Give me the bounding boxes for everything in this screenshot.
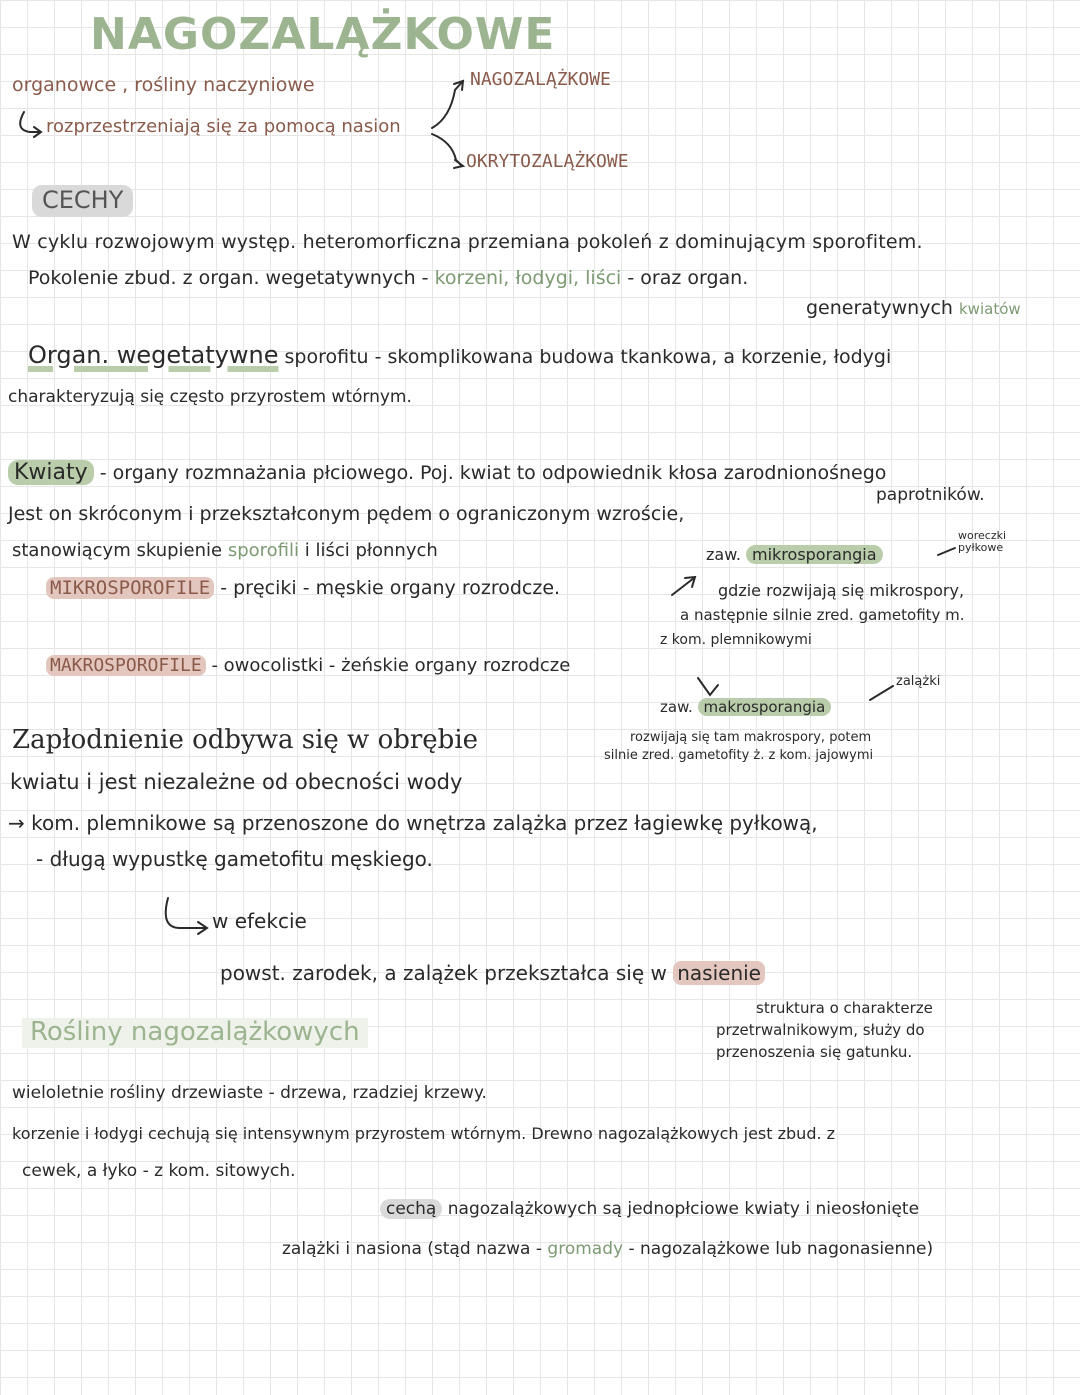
section-label-cechy: CECHY [32,185,133,217]
branch-down-arrow [432,134,462,166]
zaplodnienie-line-6 [220,962,765,985]
kwiaty-line-3c: i liści płonnych [304,540,438,561]
kwiaty-line-3a: stanowiącym skupienie [12,540,223,561]
makro-desc-2: silnie zred. gametofity ż. z kom. jajowymi [604,748,874,763]
woreczki-note: woreczki pyłkowe [958,529,1007,555]
mikro-arrow [672,578,694,595]
zaplodnienie-line-6a: powst. zarodek, a zalążek przekształca się w [220,961,667,985]
mikro-desc-2: a następnie silnie zred. gametofity m. [680,606,965,624]
cechy-generatywnych: generatywnych [806,297,953,319]
mikro-desc-1: gdzie rozwijają się mikrospory, [718,581,965,600]
rosliny-line-5 [282,1240,933,1260]
kwiaty-paprotnikow: paprotników. [876,485,985,505]
makrosporofile-label: MAKROSPOROFILE [46,655,206,676]
rosliny-gromady: gromady [547,1239,624,1259]
rosliny-cecha: cechą [380,1199,442,1219]
zaplodnienie-line-2: kwiatu i jest niezależne od obecności wody [10,770,463,794]
mikro-text: - pręciki - męskie organy rozrodcze. [220,577,561,599]
cechy-line-2c: - oraz organ. [627,267,749,289]
mikrosporangia: mikrosporangia [746,545,883,564]
makro-zaw-line [660,699,831,716]
rosliny-line-2: korzenie i łodygi cechują się intensywnym przyrostem wtórnym. Drewno nagozalążkowych jest zbud. z [12,1124,836,1143]
woreczki-arrow [938,548,955,555]
kwiaty-line-3 [12,541,438,562]
branch-okrytozalazkowe: OKRYTOZALĄŻKOWE [466,151,629,172]
zaplodnienie-efekt: w efekcie [212,909,307,933]
rosliny-heading: Rośliny nagozalążkowych [22,1018,368,1048]
makro-arrow [698,678,718,695]
cechy-line-3 [806,298,1021,320]
nasienie-note-2: przetrwalnikowym, służy do [716,1021,925,1039]
kwiaty-line-2: Jest on skróconym i przekształconym pędem o ograniczonym wzroście, [8,503,685,525]
mikrosporofile-label: MIKROSPOROFILE [46,577,214,599]
mikro-zaw: zaw. [706,545,741,564]
rosliny-line-3: cewek, a łyko - z kom. sitowych. [22,1161,296,1181]
makro-zaw: zaw. [660,698,693,716]
cechy-line-2 [28,268,748,290]
intro-line-1: organowce , rośliny naczyniowe [12,74,315,96]
efekt-hook-arrow [166,898,206,928]
organ-wegetatywne: Organ. wegetatywne [28,341,279,369]
page-title: NAGOZALĄŻKOWE [90,9,556,60]
rosliny-line-5c: - nagozalążkowe lub nagonasienne) [628,1239,934,1259]
rosliny-line-4 [380,1200,919,1220]
nasienie-note-1: struktura o charakterze [756,999,933,1017]
nasienie-note-3: przenoszenia się gatunku. [716,1043,913,1061]
mikro-desc-3: z kom. plemnikowymi [660,632,812,648]
cechy-line-1: W cyklu rozwojowym występ. heteromorficzna przemiana pokoleń z dominującym sporofitem. [12,231,923,253]
zaplodnienie-line-4: - długą wypustkę gametofitu męskiego. [36,847,433,871]
rosliny-line-1: wieloletnie rośliny drzewiaste - drzewa, rzadziej krzewy. [12,1083,487,1103]
organ-line-1 [28,342,891,370]
zalazki-arrow [870,686,893,700]
nasienie: nasienie [673,961,765,985]
branch-up-arrow [432,82,462,128]
intro-hook-arrow [20,112,40,132]
organ-line-1b: sporofitu - skomplikowana budowa tkankowa, a korzenie, łodygi [284,346,892,368]
kwiaty-sporofili: sporofili [227,540,300,561]
kwiaty-term: Kwiaty [8,460,94,485]
rosliny-line-5a: zalążki i nasiona (stąd nazwa - [282,1239,543,1259]
zaplodnienie-line-1: Zapłodnienie odbywa się w obrębie [12,725,479,755]
mikro-line [46,578,560,600]
cechy-kwiatow: kwiatów [959,300,1021,318]
zalazki-note: zalążki [896,674,941,689]
rosliny-line-4b: nagozalążkowych są jednopłciowe kwiaty i nieosłonięte [447,1199,920,1219]
kwiaty-line-1b: - organy rozmnażania płciowego. Poj. kwiat to odpowiednik kłosa zarodnionośnego [99,462,887,484]
cechy-organs: korzeni, łodygi, liści [434,267,622,289]
makro-desc-1: rozwijają się tam makrospory, potem [630,730,872,745]
zaplodnienie-line-3: → kom. plemnikowe są przenoszone do wnętrza zalążka przez łagiewkę pyłkową, [8,811,818,835]
organ-line-2: charakteryzują się często przyrostem wtórnym. [8,387,412,407]
cechy-line-2a: Pokolenie zbud. z organ. wegetatywnych - [28,267,429,289]
kwiaty-line-1 [8,460,886,485]
makro-line [46,656,570,677]
intro-line-2: rozprzestrzeniają się za pomocą nasion [46,116,401,137]
mikro-zaw-line [706,546,883,564]
makro-text: - owocolistki - żeńskie organy rozrodcze [211,655,571,676]
makrosporangia: makrosporangia [698,698,832,716]
branch-nagozalazkowe: NAGOZALĄŻKOWE [470,69,611,90]
